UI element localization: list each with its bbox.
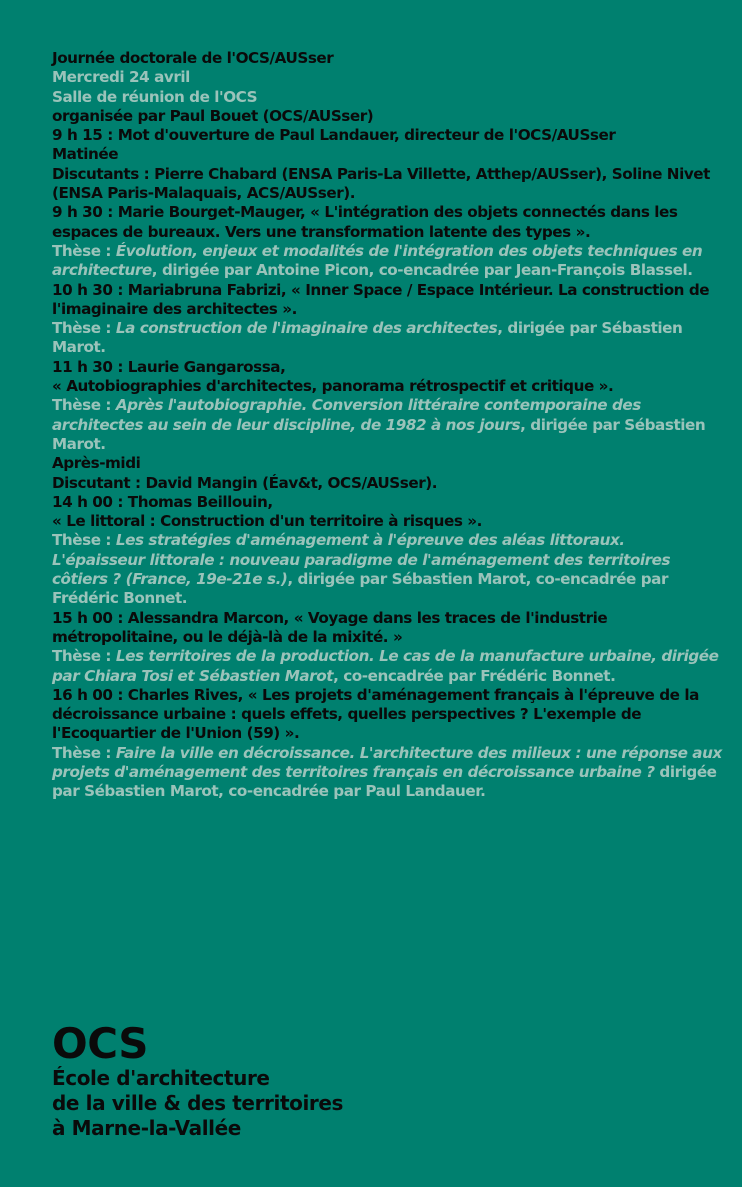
- thesis-5: Thèse : Les territoires de la production. Le cas de la manufacture urbaine, dirigée par Chiara Tosi et Sébastien Marot, co-encadrée par Frédéric Bonnet.: [52, 647, 719, 685]
- talk-3-speaker: 11 h 30 : Laurie Gangarossa,: [52, 357, 286, 376]
- thesis-3: Thèse : Après l'autobiographie. Conversion littéraire contemporaine des architectes au sein de leur discipline, de 1982 à nos jours, dirigée par Sébastien Marot.: [52, 396, 706, 453]
- thesis-2: Thèse : La construction de l'imaginaire des architectes, dirigée par Sébastien Marot.: [52, 319, 683, 357]
- program-title: Journée doctorale de l'OCS/AUSser: [52, 49, 334, 67]
- morning-heading: Matinée: [52, 145, 119, 164]
- program: [52, 49, 722, 802]
- talk-1: 9 h 30 : Marie Bourget-Mauger, « L'intégration des objets connectés dans les espaces de bureaux. Vers une transformation latente des types ».: [52, 203, 678, 241]
- afternoon-heading: Après-midi: [52, 454, 141, 473]
- talk-4-speaker: 14 h 00 : Thomas Beillouin,: [52, 492, 273, 511]
- school-name-line-2: de la ville & des territoires: [52, 1091, 344, 1115]
- school-name-line-1: École d'architecture: [52, 1066, 270, 1090]
- thesis-6: Thèse : Faire la ville en décroissance. L'architecture des milieux : une réponse aux projets d'aménagement des territoires français en décroissance urbaine ? dirigée par Sébastien Marot, co-encadrée par Paul Landauer.: [52, 743, 722, 801]
- school-footer: [52, 1019, 344, 1141]
- afternoon-discussant: Discutant : David Mangin (Éav&t, OCS/AUSser).: [52, 473, 438, 492]
- program-date: Mercredi 24 avril: [52, 68, 190, 87]
- thesis-4: Thèse : Les stratégies d'aménagement à l'épreuve des aléas littoraux. L'épaisseur littorale : nouveau paradigme de l'aménagement des territoires côtiers ? (France, 19e-21e s.), dirigée par Sébastien Marot, co-encadrée par Frédéric Bonnet.: [52, 531, 671, 608]
- school-name-line-3: à Marne-la-Vallée: [52, 1116, 241, 1140]
- program-organizer: organisée par Paul Bouet (OCS/AUSser): [52, 106, 374, 125]
- morning-discussants: Discutants : Pierre Chabard (ENSA Paris-La Villette, Atthep/AUSser), Soline Nivet (ENSA Paris-Malaquais, ACS/AUSser).: [52, 164, 710, 203]
- talk-6: 16 h 00 : Charles Rives, « Les projets d'aménagement français à l'épreuve de la décroissance urbaine : quels effets, quelles perspectives ? L'exemple de l'Ecoquartier de l'Union (59) ».: [52, 685, 699, 743]
- opening-talk: 9 h 15 : Mot d'ouverture de Paul Landauer, directeur de l'OCS/AUSser: [52, 126, 616, 145]
- talk-2: 10 h 30 : Mariabruna Fabrizi, « Inner Space / Espace Intérieur. La construction de l'imaginaire des architectes ».: [52, 280, 710, 318]
- talk-4-title: « Le littoral : Construction d'un territoire à risques ».: [52, 512, 482, 531]
- talk-5: 15 h 00 : Alessandra Marcon, « Voyage dans les traces de l'industrie métropolitaine, ou le déjà-là de la mixité. »: [52, 608, 608, 646]
- ocs-logo: OCS: [52, 1019, 149, 1068]
- thesis-1: Thèse : Évolution, enjeux et modalités de l'intégration des objets techniques en architecture, dirigée par Antoine Picon, co-encadrée par Jean-François Blassel.: [52, 241, 703, 280]
- program-room: Salle de réunion de l'OCS: [52, 87, 258, 106]
- talk-3-title: « Autobiographies d'architectes, panorama rétrospectif et critique ».: [52, 377, 614, 396]
